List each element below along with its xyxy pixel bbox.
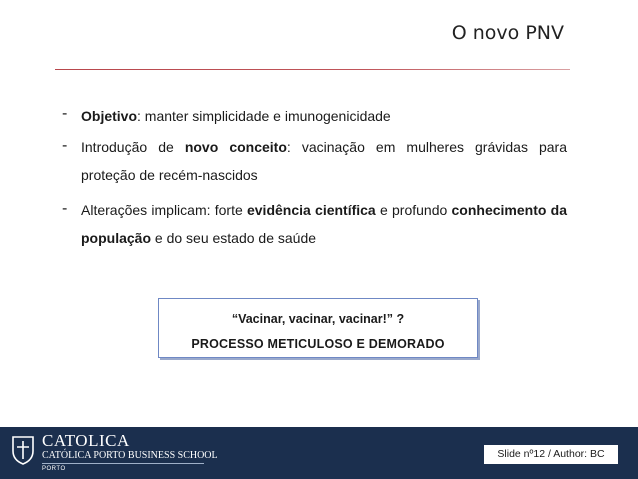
title-divider [55,69,570,70]
bullet-marker: - [62,200,68,217]
catolica-emblem-icon [10,435,36,465]
bullet-item-introducao [62,137,568,189]
bullet-list [62,106,567,266]
bullet-text [81,196,567,252]
bullet-plain-text: e do seu estado de saúde [151,230,317,246]
bullet-plain-text: : manter simplicidade e imunogenicidade [137,108,391,124]
logo-city: PORTO [42,466,66,472]
bullet-bold-text: conhecimento da população [81,202,567,246]
bullet-bold-text: evidência científica [246,202,376,218]
logo-school-name: CATÓLICA PORTO BUSINESS SCHOOL [42,450,218,461]
bullet-text [81,133,567,189]
slide-number-author: Slide nº12 / Author: BC [484,445,618,464]
bullet-bold-text: novo conceito [184,139,287,155]
callout-box [158,298,478,358]
footer-bar [0,427,638,479]
bullet-text [81,106,567,126]
callout-process: PROCESSO METICULOSO E DEMORADO [191,337,445,351]
bullet-plain-text: Alterações implicam: forte [81,202,247,218]
bullet-item-objetivo [62,106,567,126]
bullet-bold-text: Objetivo [81,108,138,124]
callout-quote: “Vacinar, vacinar, vacinar!” ? [231,312,405,326]
bullet-plain-text: Introdução de [81,139,185,155]
bullet-plain-text: : vacinação em mulheres grávidas para proteção de recém-nascidos [81,139,568,183]
bullet-marker: - [62,137,68,154]
bullet-item-alteracoes [62,200,567,252]
bullet-marker: - [62,105,68,122]
bullet-plain-text: e profundo [375,202,452,218]
logo-divider [42,463,204,464]
slide-title: O novo PNV [451,22,564,44]
logo-wordmark: CATOLICA [42,431,130,450]
